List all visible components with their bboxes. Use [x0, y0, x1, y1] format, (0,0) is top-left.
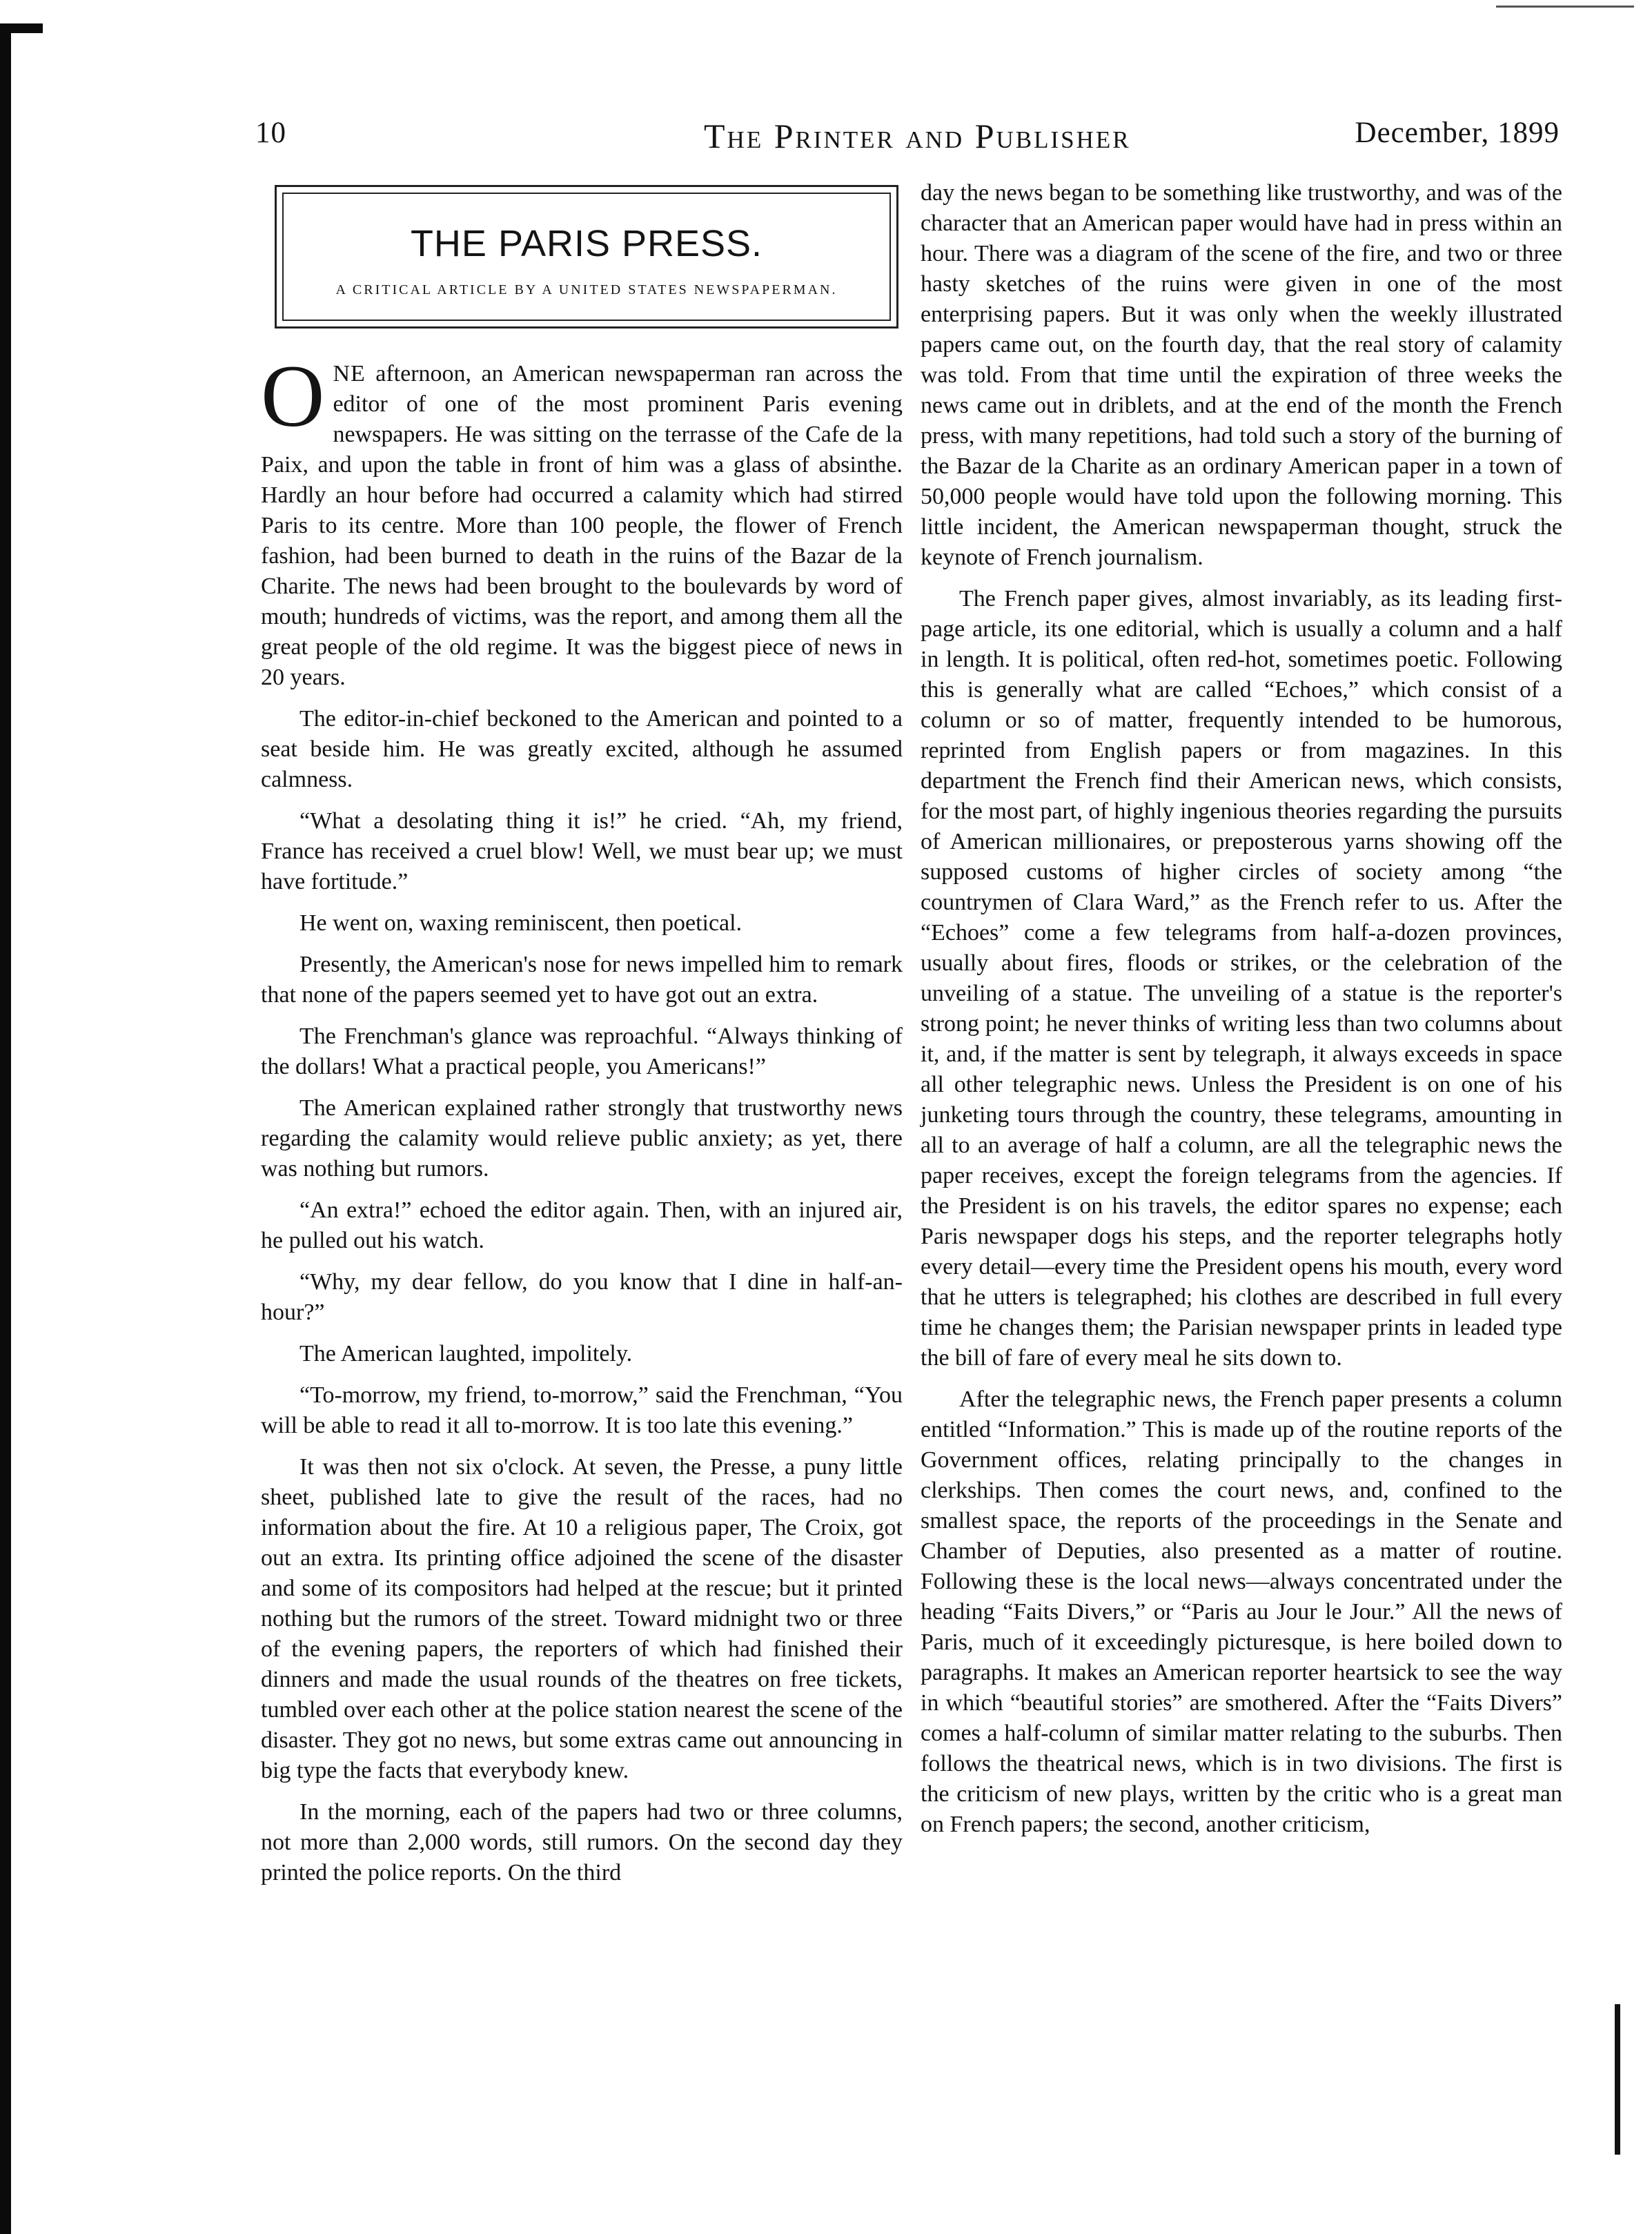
- scan-mark-right: [1615, 2004, 1620, 2155]
- issue-date: December, 1899: [1355, 117, 1560, 149]
- paragraph: “What a desolating thing it is!” he cried. “Ah, my friend, France has received a cruel blow! Well, we must bear up; we must have fortitude.”: [261, 808, 903, 894]
- paragraph: “To-morrow, my friend, to-morrow,” said the Frenchman, “You will be able to read it all to-morrow. It is too late this evening.”: [261, 1382, 903, 1438]
- article-title: THE PARIS PRESS.: [410, 223, 763, 264]
- paragraph: The French paper gives, almost invariably, as its leading first-page article, its one editorial, which is usually a column and a half in length. It is political, often red-hot, sometimes poetic. Following this is generally what are called “Echoes,” which consist of a column or so of matter, frequently intended to be humorous, reprinted from English papers or from magazines. In this department the French find their American news, which consists, for the most part, of highly ingenious theories regarding the pursuits of American millionaires, or preposterous yarns showing off the supposed customs of higher circles of society among “the countrymen of Clara Ward,” as the French refer to us. After the “Echoes” come a few telegrams from half-a-dozen provinces, usually about fires, floods or strikes, or the celebration of the unveiling of a statue. The unveiling of a statue is the reporter's strong point; he never thinks of writing less than two columns about it, and, if the matter is sent by telegraph, it always exceeds in space all other telegraphic news. Unless the President is on one of his junketing tours through the country, these telegrams, amounting in all to an average of half a column, are all the telegraphic news the paper receives, except the foreign telegrams from the agencies. If the President is on his travels, the editor spares no expense; each Paris newspaper dogs his steps, and the reporter telegraphs hotly every detail—every time the President opens his mouth, every word that he utters is telegraphed; his clothes are described in full every time he changes them; the Parisian newspaper prints in leaded type the bill of fare of every meal he sits down to.: [921, 586, 1562, 1371]
- running-title: The Printer and Publisher: [704, 117, 1131, 155]
- left-column: [261, 178, 903, 1899]
- first-words: NE: [333, 361, 366, 386]
- title-box-inner: [282, 193, 891, 321]
- scan-border-left: [0, 23, 11, 2234]
- paragraph: In the morning, each of the papers had two or three columns, not more than 2,000 words, still rumors. On the second day they printed the police reports. On the third: [261, 1799, 903, 1885]
- dropcap: O: [261, 347, 325, 445]
- paragraph: It was then not six o'clock. At seven, the Presse, a puny little sheet, published late to give the result of the races, had no information about the fire. At 10 a religious paper, The Croix, got out an extra. Its printing office adjoined the scene of the disaster and some of its compositors had helped at the rescue; but it printed nothing but the rumors of the street. Toward midnight two or three of the evening papers, the reporters of which had finished their dinners and made the usual rounds of the theatres on free tickets, tumbled over each other at the police station nearest the scene of the disaster. They got no news, but some extras came out announcing in big type the facts that everybody knew.: [261, 1454, 903, 1783]
- title-box: [275, 185, 898, 329]
- right-column: [921, 178, 1562, 1851]
- paragraph: The Frenchman's glance was reproachful. “Always thinking of the dollars! What a practical people, you Americans!”: [261, 1023, 903, 1079]
- paragraph: The American explained rather strongly that trustworthy news regarding the calamity would relieve public anxiety; as yet, there was nothing but rumors.: [261, 1095, 903, 1182]
- scan-border-top: [0, 23, 43, 33]
- scan-line: [1496, 6, 1634, 8]
- paragraph-opening-text: afternoon, an American newspaperman ran across the editor of one of the most prominent Paris evening newspapers. He was sitting on the terrasse of the Cafe de la Paix, and upon the table in front of him was a glass of absinthe. Hardly an hour before had occurred a calamity which had stirred Paris to its centre. More than 100 people, the flower of French fashion, had been burned to death in the ruins of the Bazar de la Charite. The news had been brought to the boulevards by word of mouth; hundreds of victims, was the report, and among them all the great people of the old regime. It was the biggest piece of news in 20 years.: [261, 361, 903, 690]
- paragraph: “Why, my dear fellow, do you know that I dine in half-an-hour?”: [261, 1269, 903, 1325]
- paragraph: The American laughted, impolitely.: [299, 1341, 633, 1366]
- paragraph: “An extra!” echoed the editor again. Then, with an injured air, he pulled out his watch.: [261, 1197, 903, 1253]
- paragraph: Presently, the American's nose for news impelled him to remark that none of the papers seemed yet to have got out an extra.: [261, 952, 903, 1008]
- paragraph-opening: [261, 347, 903, 693]
- paragraph-continued: day the news began to be something like trustworthy, and was of the character that an American paper would have had in press within an hour. There was a diagram of the scene of the fire, and two or three hasty sketches of the ruins were given in one of the most enterprising papers. But it was only when the weekly illustrated papers came out, on the fourth day, that the real story of calamity was told. From that time until the expiration of three weeks the news came out in driblets, and at the end of the month the French press, with many repetitions, had told such a story of the burning of the Bazar de la Charite as an ordinary American paper in a town of 50,000 people would have told upon the following morning. This little incident, the American newspaperman thought, struck the keynote of French journalism.: [921, 180, 1562, 570]
- paragraph: The editor-in-chief beckoned to the American and pointed to a seat beside him. He was greatly excited, although he assumed calmness.: [261, 706, 903, 792]
- article-subtitle: A CRITICAL ARTICLE BY A UNITED STATES NEWSPAPERMAN.: [335, 282, 838, 297]
- paragraph: He went on, waxing reminiscent, then poetical.: [299, 910, 743, 936]
- paragraph: After the telegraphic news, the French paper presents a column entitled “Information.” This is made up of the routine reports of the Government offices, relating principally to the changes in clerkships. Then comes the court news, and, confined to the smallest space, the reports of the proceedings in the Senate and Chamber of Deputies, also presented as a matter of routine. Following these is the local news—always concentrated under the heading “Faits Divers,” or “Paris au Jour le Jour.” All the news of Paris, much of it exceedingly picturesque, is here boiled down to paragraphs. It makes an American reporter heartsick to see the way in which “beautiful stories” are smothered. After the “Faits Divers” comes a half-column of similar matter relating to the suburbs. Then follows the theatrical news, which is in two divisions. The first is the criticism of new plays, written by the critic who is a great man on French papers; the second, another criticism,: [921, 1387, 1562, 1837]
- page-header: [255, 116, 1560, 157]
- page-number: 10: [255, 117, 286, 149]
